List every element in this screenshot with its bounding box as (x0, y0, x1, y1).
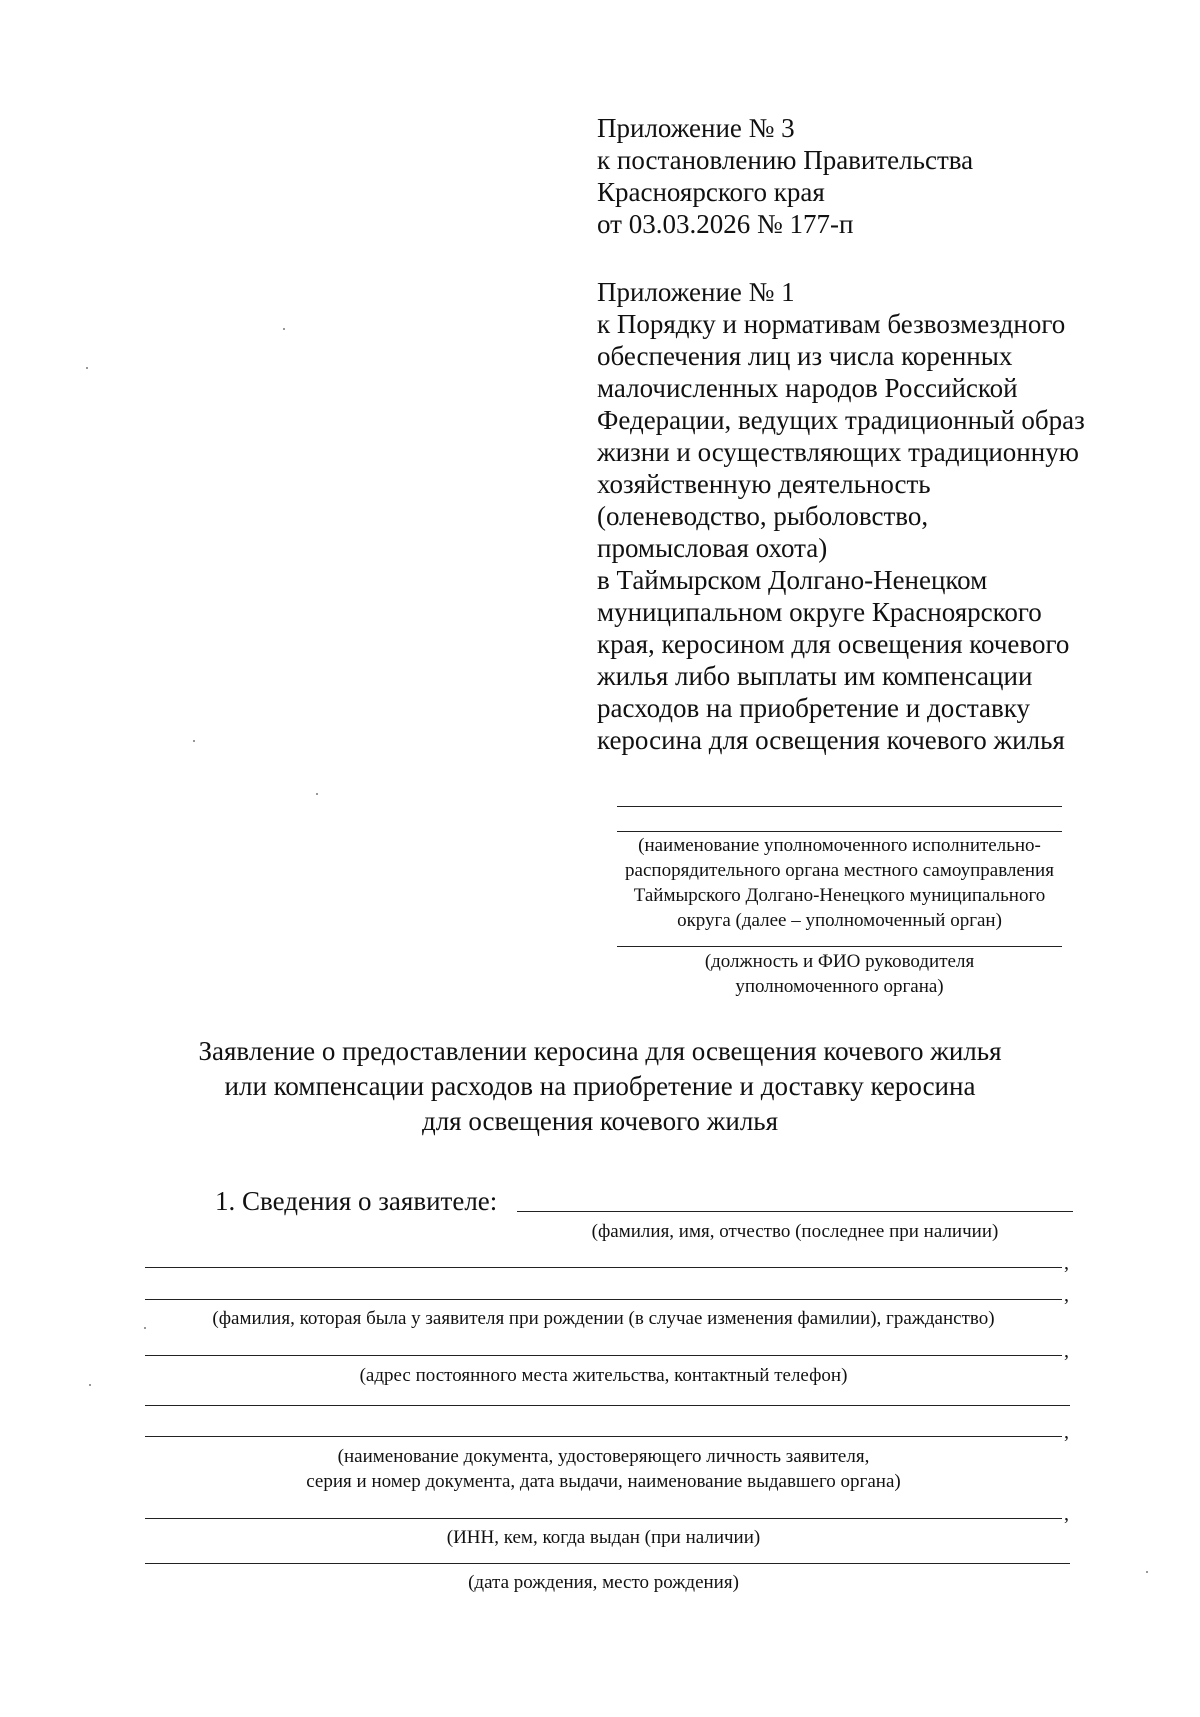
appendix-1-line: малочисленных народов Российской (597, 373, 1018, 403)
scan-speck (86, 367, 88, 369)
appendix-1-line: в Таймырском Долгано-Ненецком (597, 565, 988, 595)
appendix-1-line: к Порядку и нормативам безвозмездного (597, 309, 1066, 339)
appendix-1-line: жилья либо выплаты им компенсации (597, 661, 1033, 691)
caption-line: (должность и ФИО руководителя (704, 951, 975, 972)
scan-speck (193, 740, 195, 742)
caption-line: серия и номер документа, дата выдачи, наименование выдавшего органа) (306, 1471, 901, 1492)
appendix-1-header (597, 276, 1085, 756)
head-name-caption (617, 949, 1062, 999)
caption-line: распорядительного органа местного самоуправления (625, 860, 1054, 881)
appendix-3-line: Красноярского края (597, 177, 825, 207)
birth-surname-caption: (фамилия, которая была у заявителя при рождении (в случае изменения фамилии), гражданство) (212, 1308, 995, 1329)
organ-name-line-2[interactable] (617, 831, 1062, 832)
appendix-3-line: к постановлению Правительства (597, 145, 974, 175)
address-caption: (адрес постоянного места жительства, контактный телефон) (359, 1365, 848, 1386)
document-line-1[interactable] (145, 1405, 1070, 1406)
document-line-2[interactable] (145, 1436, 1062, 1437)
comma: , (1064, 1421, 1069, 1443)
title-line: или компенсации расходов на приобретение и доставку керосина (224, 1071, 976, 1101)
appendix-1-line: керосина для освещения кочевого жилья (597, 725, 1065, 755)
head-name-line[interactable] (617, 946, 1062, 947)
birth-field-line[interactable] (145, 1563, 1070, 1564)
comma: , (1064, 1252, 1069, 1274)
appendix-1-line: муниципальном округе Красноярского (597, 597, 1042, 627)
appendix-1-line: края, керосином для освещения кочевого (597, 629, 1070, 659)
document-caption (145, 1444, 1062, 1494)
appendix-1-line: расходов на приобретение и доставку (597, 693, 1030, 723)
appendix-1-line: жизни и осуществляющих традиционную (597, 437, 1079, 467)
inn-caption: (ИНН, кем, когда выдан (при наличии) (446, 1527, 761, 1548)
section-1-label: 1. Сведения о заявителе: (215, 1186, 498, 1216)
address-field-line[interactable] (145, 1355, 1062, 1356)
comma: , (1064, 1284, 1069, 1306)
appendix-1-line: промысловая охота) (597, 533, 828, 563)
title-line: для освещения кочевого жилья (421, 1106, 779, 1136)
scan-speck (1146, 1571, 1148, 1573)
applicant-line-2[interactable] (145, 1299, 1062, 1300)
organ-name-line-1[interactable] (617, 806, 1062, 807)
appendix-1-line: обеспечения лиц из числа коренных (597, 341, 1013, 371)
scan-speck (316, 793, 318, 795)
caption-line: округа (далее – уполномоченный орган) (677, 910, 1002, 931)
caption-line: (наименование документа, удостоверяющего личность заявителя, (337, 1446, 870, 1467)
scan-speck (89, 1384, 91, 1386)
caption-line: Таймырского Долгано-Ненецкого муниципального (633, 885, 1046, 906)
comma: , (1064, 1340, 1069, 1362)
appendix-1-line: Федерации, ведущих традиционный образ (597, 405, 1085, 435)
inn-field-line[interactable] (145, 1518, 1062, 1519)
appendix-1-line: Приложение № 1 (597, 277, 795, 307)
scan-speck (144, 1327, 146, 1329)
birth-caption: (дата рождения, место рождения) (468, 1572, 739, 1593)
appendix-1-line: хозяйственную деятельность (597, 469, 931, 499)
title-line: Заявление о предоставлении керосина для освещения кочевого жилья (198, 1036, 1002, 1066)
fio-caption: (фамилия, имя, отчество (последнее при наличии) (591, 1221, 999, 1242)
caption-line: (наименование уполномоченного исполнительно- (638, 835, 1041, 856)
appendix-3-line: Приложение № 3 (597, 113, 795, 143)
fio-field-line[interactable] (517, 1211, 1073, 1212)
appendix-1-line: (оленеводство, рыболовство, (597, 501, 929, 531)
appendix-3-line: от 03.03.2026 № 177-п (597, 209, 854, 239)
appendix-3-header (597, 112, 973, 240)
document-title (100, 1034, 1100, 1139)
organ-name-caption (587, 833, 1092, 933)
applicant-line-1[interactable] (145, 1267, 1062, 1268)
caption-line: уполномоченного органа) (735, 976, 944, 997)
scan-speck (283, 328, 285, 330)
comma: , (1064, 1503, 1069, 1525)
